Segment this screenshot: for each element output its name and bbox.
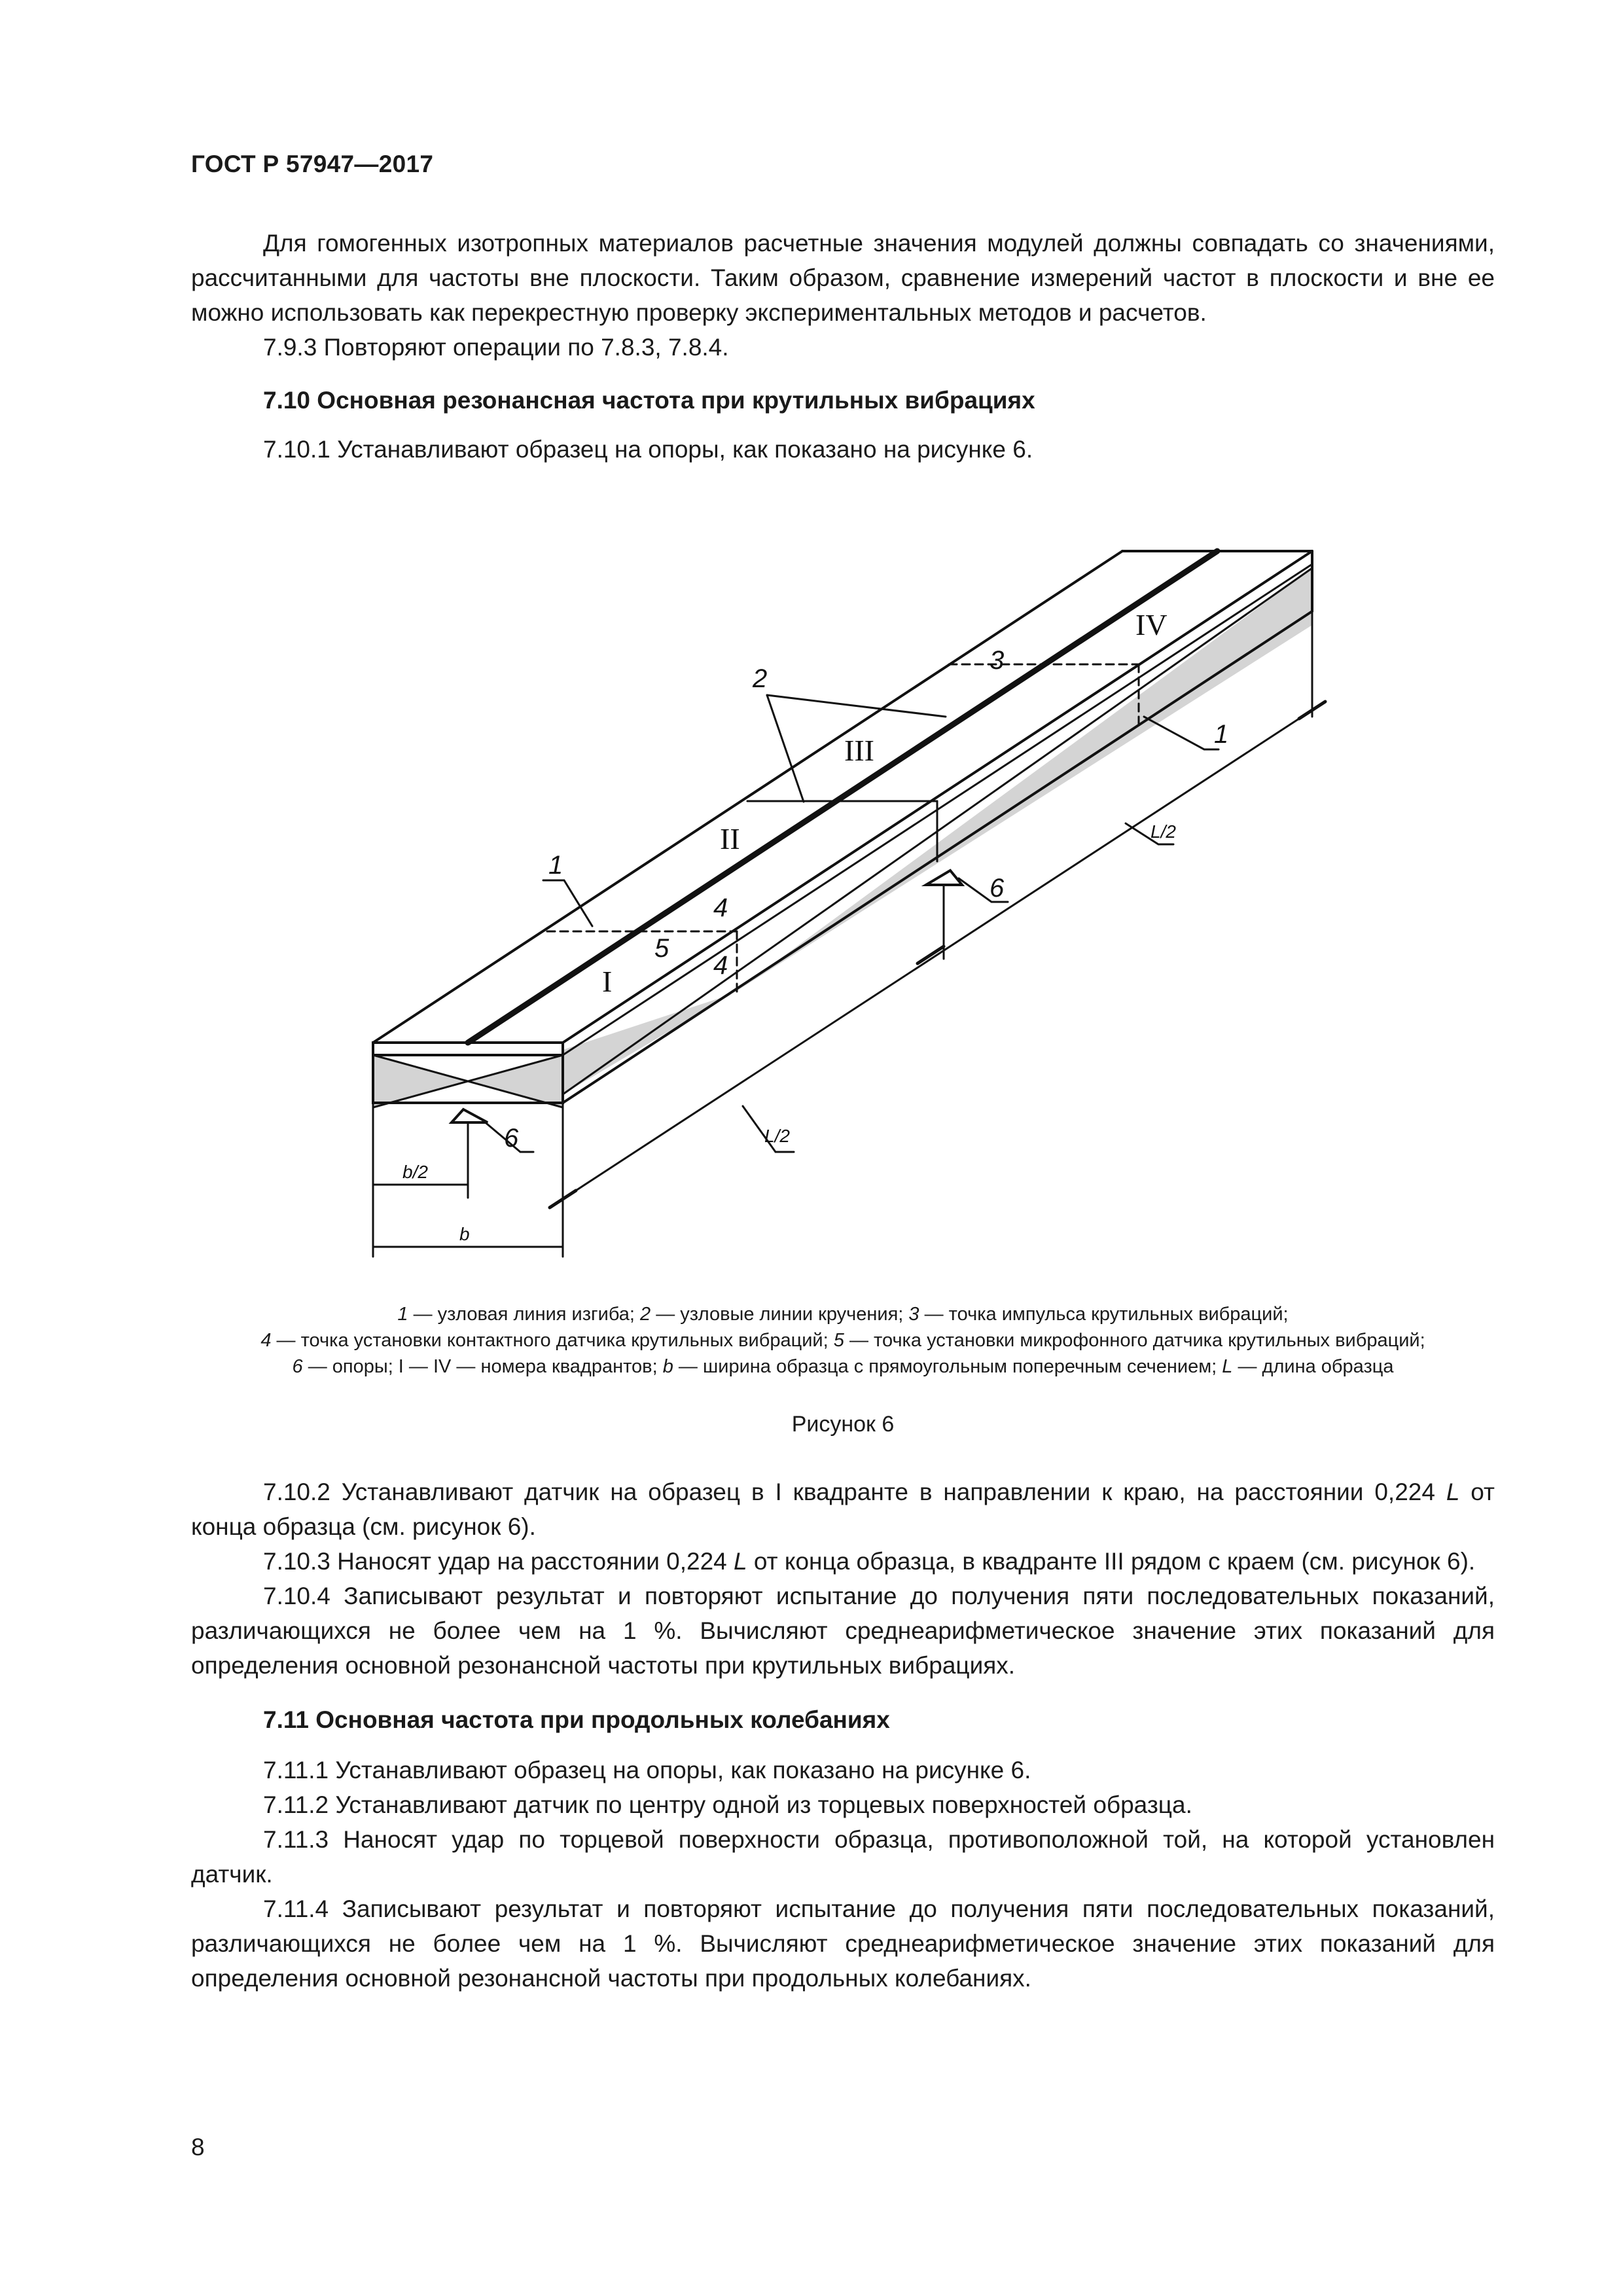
legend-text-2: — узловые линии кручения; [651,1304,909,1325]
paragraph-7-11-1: 7.11.1 Устанавливают образец на опоры, как показано на рисунке 6. [263,1757,1031,1784]
label-4-top: 4 [713,893,728,922]
label-l-half-near: L/2 [764,1126,790,1146]
label-2: 2 [753,664,768,693]
label-b: b [459,1224,470,1244]
legend-text-4: — точка установки контактного датчика крутильных вибраций; [271,1330,834,1351]
label-b-half: b/2 [402,1162,428,1182]
legend-line-3 [191,1354,1495,1380]
label-6-far: 6 [990,874,1005,903]
legend-text-1: — узловая линия изгиба; [408,1304,641,1325]
label-1-far: 1 [1214,720,1229,749]
legend-line-2 [191,1327,1495,1354]
label-6-near: 6 [504,1124,519,1153]
dim-line-length [563,710,1312,1199]
legend-num-6: 6 [292,1356,303,1377]
label-l-half-far: L/2 [1150,821,1176,842]
legend-var-b: b [662,1356,673,1377]
label-4-side: 4 [713,951,728,980]
side-face-shading-far [732,568,1312,994]
paragraph-7-10-2 [191,1475,1495,1544]
p-7-10-3-var: L [734,1548,747,1575]
paragraph-7-11-4: 7.11.4 Записывают результат и повторяют испытание до получения пяти последовательных показаний, различающихся не более чем на 1 %. Вычисляют среднеарифметическое значение этих показаний для определения основной резонансной частоты при продольных колебаниях. [191,1895,1495,1992]
quadrant-label-4: IV [1135,608,1168,641]
p-7-10-2-part-b: от конца образца (см. рисунок 6). [191,1479,1495,1540]
figure-title: Рисунок 6 [791,1412,895,1437]
legend-text-l: — длина образца [1232,1356,1394,1377]
quadrant-label-3: III [844,734,874,767]
label-1-near: 1 [548,851,563,880]
paragraph-7-11-2: 7.11.2 Устанавливают датчик по центру одной из торцевых поверхностей образца. [263,1791,1192,1818]
document-code-header: ГОСТ Р 57947—2017 [191,151,434,177]
legend-num-1: 1 [397,1304,408,1325]
paragraph-homogeneous-materials: Для гомогенных изотропных материалов расчетные значения модулей должны совпадать со значениями, рассчитанными для частоты вне плоскости. Таким образом, сравнение измерений частот в плоскости и вне ее можно использовать как перекрестную проверку экспериментальных методов и расчетов. [191,230,1495,326]
p-7-10-2-part-a: 7.10.2 Устанавливают датчик на образец в I квадранте в направлении к краю, на расстоянии 0,224 [263,1479,1446,1505]
leader-2-b [767,695,946,717]
legend-var-l: L [1222,1356,1233,1377]
paragraph-7-10-1: 7.10.1 Устанавливают образец на опоры, как показано на рисунке 6. [263,436,1033,463]
legend-num-5: 5 [833,1330,844,1351]
legend-text-5: — точка установки микрофонного датчика крутильных вибраций; [844,1330,1425,1351]
p-7-10-3-part-b: от конца образца, в квадранте III рядом с краем (см. рисунок 6). [747,1548,1476,1575]
paragraph-7-9-3: 7.9.3 Повторяют операции по 7.8.3, 7.8.4. [263,334,729,361]
leader-2-a [767,695,804,802]
paragraph-7-10-4: 7.10.4 Записывают результат и повторяют испытание до получения пяти последовательных показаний, различающихся не более чем на 1 %. Вычисляют среднеарифметическое значение этих показаний для определения основной резонансной частоты при крутильных вибрациях. [191,1583,1495,1679]
end-face-shading-right [468,1055,563,1107]
end-face-shading-left [373,1055,468,1107]
section-heading-7-11: 7.11 Основная частота при продольных колебаниях [263,1706,890,1733]
paragraph-7-11-3: 7.11.3 Наносят удар по торцевой поверхности образца, противоположной той, на которой установлен датчик. [191,1826,1495,1888]
legend-line-1 [191,1301,1495,1327]
legend-text-3: — точка импульса крутильных вибраций; [919,1304,1289,1325]
dim-tick-mid [918,946,944,963]
legend-num-2: 2 [640,1304,651,1325]
legend-text-b: — ширина образца с прямоугольным поперечным сечением; [673,1356,1222,1377]
torsion-nodal-line-top [468,551,1217,1043]
paragraph-7-10-3 [191,1544,1495,1579]
p-7-10-3-part-a: 7.10.3 Наносят удар на расстоянии 0,224 [263,1548,734,1575]
text-block-bottom [191,1475,1495,1996]
support-far [926,870,962,885]
legend-text-6: — опоры; I — IV — номера квадрантов; [302,1356,663,1377]
page-number: 8 [191,2134,205,2161]
section-heading-7-10: 7.10 Основная резонансная частота при крутильных вибрациях [263,387,1035,414]
quadrant-label-1: I [602,965,613,998]
label-3: 3 [990,646,1005,675]
p-7-10-2-var: L [1446,1479,1460,1505]
label-5: 5 [654,934,669,963]
figure-legend [191,1301,1495,1380]
legend-num-3: 3 [908,1304,919,1325]
legend-num-4: 4 [260,1330,272,1351]
quadrant-label-2: II [720,822,740,855]
